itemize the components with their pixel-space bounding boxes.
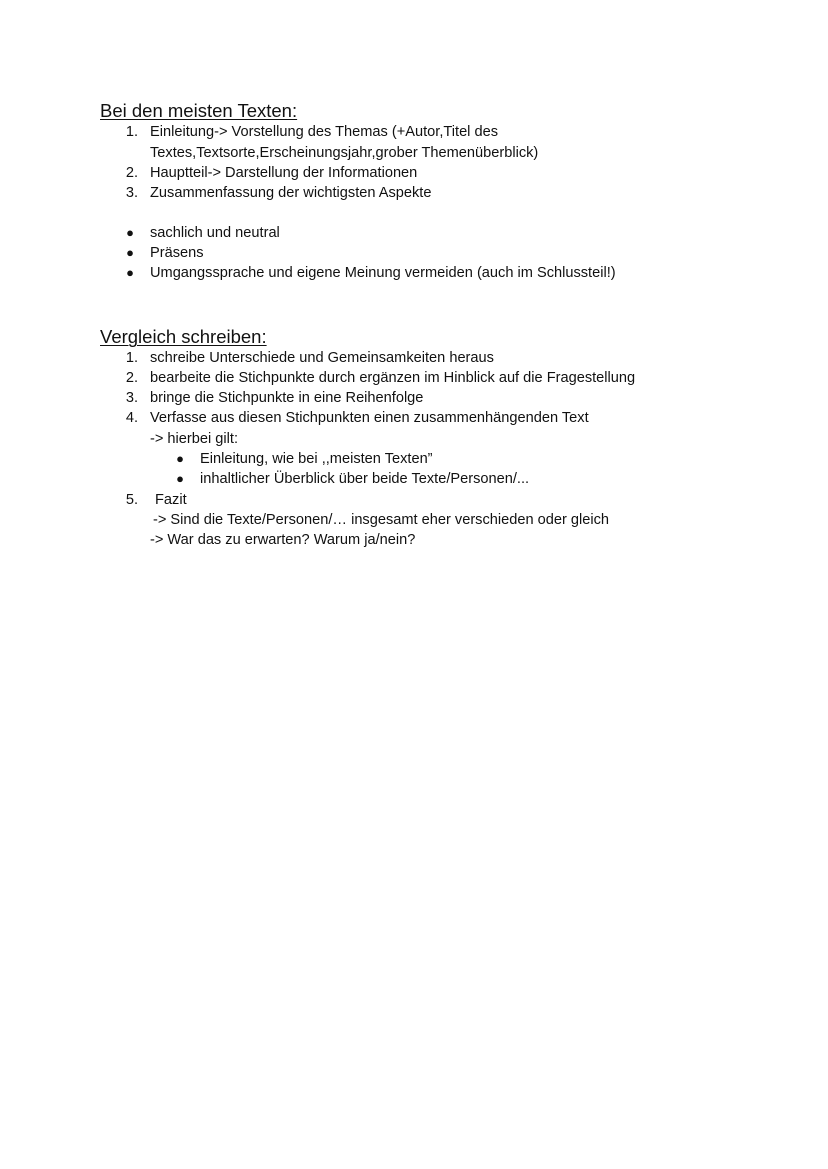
list-item-text: bringe die Stichpunkte in eine Reihenfolge: [150, 390, 424, 406]
list-item-text: Fazit: [155, 492, 187, 508]
bullet-icon: ●: [126, 225, 134, 240]
list-item-text: Einleitung-> Vorstellung des Themas (+Autor,Titel des: [150, 124, 499, 140]
bullet-icon: ●: [126, 245, 134, 260]
bullet-item-text: Präsens: [150, 245, 204, 261]
section-heading-vergleich: Vergleich schreiben:: [100, 326, 267, 347]
sub-note: -> hierbei gilt:: [150, 431, 239, 447]
list-item-text: bearbeite die Stichpunkte durch ergänzen im Hinblick auf die Fragestellung: [150, 370, 636, 386]
section-heading-meiste-texte: Bei den meisten Texten:: [100, 100, 298, 121]
bullet-item-text: Umgangssprache und eigene Meinung vermeiden (auch im Schlussteil!): [150, 265, 616, 281]
bullet-icon: ●: [176, 451, 184, 466]
list-item-text: schreibe Unterschiede und Gemeinsamkeiten heraus: [150, 350, 494, 366]
sub-bullet-text: inhaltlicher Überblick über beide Texte/Personen/...: [200, 471, 530, 487]
list-number: 3.: [125, 185, 138, 201]
bullet-icon: ●: [126, 265, 134, 280]
list-number: 2.: [125, 165, 138, 181]
list-item-text: Hauptteil-> Darstellung der Informationen: [150, 165, 418, 181]
list-number: 3.: [125, 390, 138, 406]
list-number: 1.: [125, 124, 138, 140]
list-number: 1.: [125, 350, 138, 366]
list-item-text: Textes,Textsorte,Erscheinungsjahr,grober Themenüberblick): [150, 145, 539, 161]
list-item-text: Verfasse aus diesen Stichpunkten einen zusammenhängenden Text: [150, 410, 589, 426]
list-number: 4.: [125, 410, 138, 426]
bullet-item-text: sachlich und neutral: [150, 225, 280, 241]
bullet-icon: ●: [176, 471, 184, 486]
sub-note: -> Sind die Texte/Personen/… insgesamt eher verschieden oder gleich: [153, 512, 610, 528]
sub-bullet-text: Einleitung, wie bei ,,meisten Texten”: [200, 451, 433, 467]
list-number: 2.: [125, 370, 138, 386]
list-number: 5.: [125, 492, 138, 508]
list-item-text: Zusammenfassung der wichtigsten Aspekte: [150, 185, 432, 201]
sub-note: -> War das zu erwarten? Warum ja/nein?: [150, 532, 416, 548]
